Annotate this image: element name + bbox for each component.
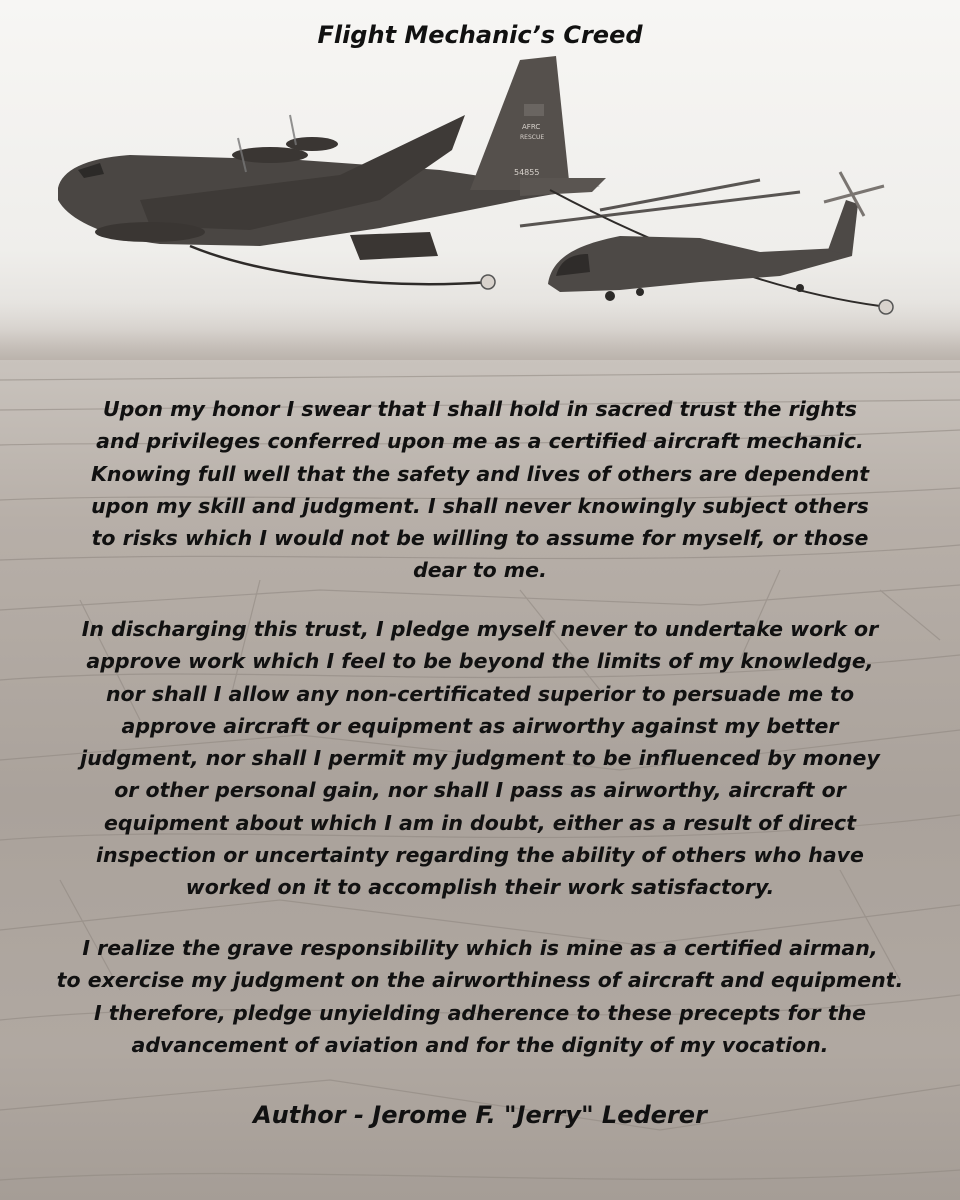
tail-number: 54855 xyxy=(514,168,540,177)
text-line: to risks which I would not be willing to assume for myself, or those xyxy=(91,526,869,551)
text-line: approve aircraft or equipment as airworthy against my better xyxy=(121,713,839,738)
creed-paragraph-1 xyxy=(40,393,920,587)
text-line: and privileges conferred upon me as a certified aircraft mechanic. xyxy=(96,429,864,454)
creed-paragraph-3 xyxy=(40,932,920,1061)
tail-marking-unit: AFRC xyxy=(522,123,541,131)
page-title: Flight Mechanic’s Creed xyxy=(317,21,643,49)
text-line: inspection or uncertainty regarding the ability of others who have xyxy=(96,843,864,868)
text-line: I realize the grave responsibility which is mine as a certified airman, xyxy=(82,936,878,960)
text-line: worked on it to accomplish their work satisfactory. xyxy=(185,875,775,900)
text-line: I therefore, pledge unyielding adherence to these precepts for the xyxy=(93,1000,867,1025)
text-line: judgment, nor shall I permit my judgment to be influenced by money xyxy=(80,746,880,771)
author-credit: Author - Jerome F. "Jerry" Lederer xyxy=(253,1101,707,1129)
text-line: equipment about which I am in doubt, either as a result of direct xyxy=(103,810,857,835)
text-line: upon my skill and judgment. I shall never knowingly subject others xyxy=(91,493,869,518)
tail-marking-rescue: RESCUE xyxy=(520,134,545,141)
text-line: advancement of aviation and for the dignity of my vocation. xyxy=(131,1032,829,1057)
text-line: approve work which I feel to be beyond the limits of my knowledge, xyxy=(86,649,874,674)
text-line: or other personal gain, nor shall I pass as airworthy, aircraft or xyxy=(114,778,846,803)
creed-paragraph-2 xyxy=(40,613,920,904)
text-line: In discharging this trust, I pledge myself never to undertake work or xyxy=(81,617,879,641)
text-line: Upon my honor I swear that I shall hold in sacred trust the rights xyxy=(102,397,857,421)
text-line: Knowing full well that the safety and lives of others are dependent xyxy=(91,461,869,486)
text-line: to exercise my judgment on the airworthiness of aircraft and equipment. xyxy=(56,968,904,993)
text-line: nor shall I allow any non-certificated superior to persuade me to xyxy=(105,681,855,706)
text-line: dear to me. xyxy=(413,558,547,583)
